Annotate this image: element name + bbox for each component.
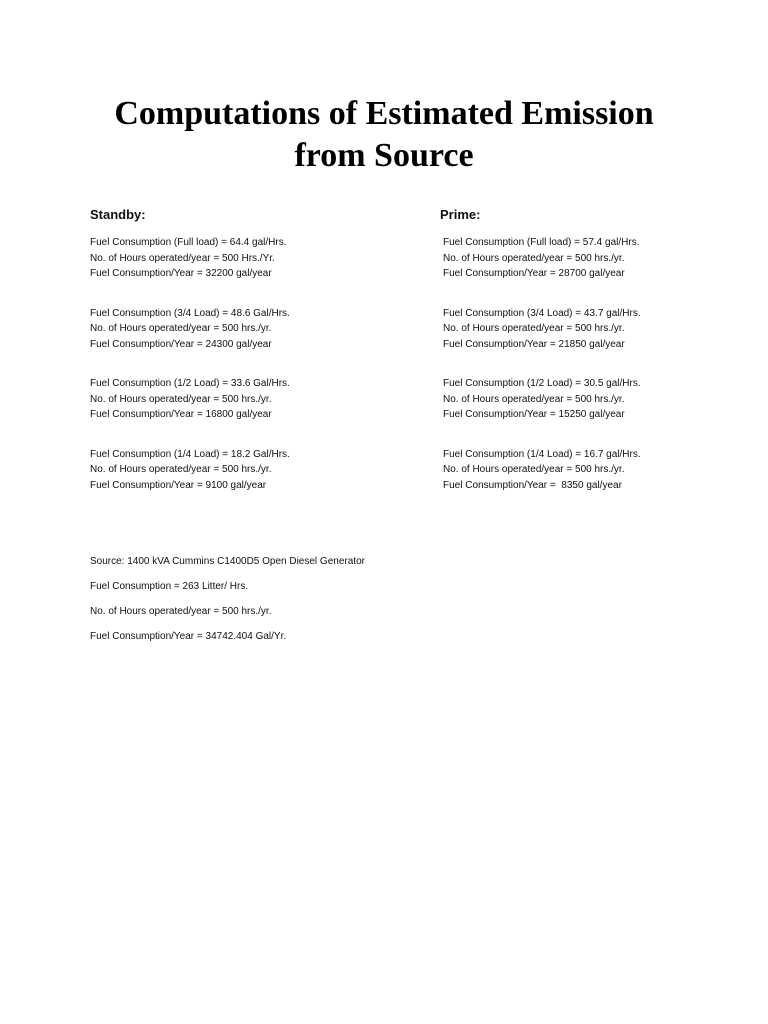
prime-quarter-load-block [440, 447, 740, 494]
standby-half-load-per-year: Fuel Consumption/Year = 16800 gal/year [90, 409, 272, 420]
standby-quarter-load-hours: No. of Hours operated/year = 500 hrs./yr. [90, 464, 272, 475]
standby-half-load-hours: No. of Hours operated/year = 500 hrs./yr. [90, 393, 272, 405]
standby-three-quarter-load-block [90, 306, 410, 353]
prime-three-quarter-load-consumption: Fuel Consumption (3/4 Load) = 43.7 gal/Hrs. [443, 307, 641, 319]
prime-three-quarter-load-per-year: Fuel Consumption/Year = 21850 gal/year [443, 338, 625, 350]
standby-heading: Standby: [90, 207, 146, 222]
prime-half-load-block [440, 376, 740, 423]
prime-quarter-load-hours: No. of Hours operated/year = 500 hrs./yr. [443, 464, 625, 475]
page-title [0, 93, 768, 177]
prime-full-load-consumption: Fuel Consumption (Full load) = 57.4 gal/Hrs. [443, 237, 640, 248]
prime-quarter-load-consumption: Fuel Consumption (1/4 Load) = 16.7 gal/Hrs. [443, 448, 641, 460]
prime-column [440, 207, 740, 493]
prime-full-load-hours: No. of Hours operated/year = 500 hrs./yr. [443, 252, 625, 264]
page-title-line-2: from Source [294, 137, 474, 174]
standby-three-quarter-load-per-year: Fuel Consumption/Year = 24300 gal/year [90, 338, 272, 350]
standby-full-load-block [90, 235, 410, 282]
standby-half-load-consumption: Fuel Consumption (1/2 Load) = 33.6 Gal/Hrs. [90, 378, 290, 389]
standby-full-load-per-year: Fuel Consumption/Year = 32200 gal/year [90, 268, 272, 279]
standby-quarter-load-consumption: Fuel Consumption (1/4 Load) = 18.2 Gal/Hrs. [90, 448, 290, 460]
prime-three-quarter-load-block [440, 306, 740, 353]
prime-half-load-hours: No. of Hours operated/year = 500 hrs./yr. [443, 393, 625, 405]
prime-full-load-per-year: Fuel Consumption/Year = 28700 gal/year [443, 268, 625, 279]
prime-full-load-block [440, 235, 740, 282]
prime-half-load-consumption: Fuel Consumption (1/2 Load) = 30.5 gal/Hrs. [443, 378, 641, 389]
source-name: Source: 1400 kVA Cummins C1400D5 Open Diesel Generator [90, 556, 365, 567]
standby-half-load-block [90, 376, 410, 423]
standby-quarter-load-per-year: Fuel Consumption/Year = 9100 gal/year [90, 479, 267, 491]
page-title-line-1: Computations of Estimated Emission [114, 95, 654, 132]
prime-quarter-load-per-year: Fuel Consumption/Year = 8350 gal/year [443, 479, 622, 491]
source-fuel-per-year: Fuel Consumption/Year = 34742.404 Gal/Yr. [90, 631, 287, 642]
source-section [90, 555, 690, 655]
standby-full-load-hours: No. of Hours operated/year = 500 Hrs./Yr. [90, 252, 275, 264]
prime-heading: Prime: [440, 207, 481, 222]
standby-three-quarter-load-consumption: Fuel Consumption (3/4 Load) = 48.6 Gal/Hrs. [90, 307, 290, 319]
prime-half-load-per-year: Fuel Consumption/Year = 15250 gal/year [443, 409, 625, 420]
prime-three-quarter-load-hours: No. of Hours operated/year = 500 hrs./yr. [443, 323, 625, 334]
standby-full-load-consumption: Fuel Consumption (Full load) = 64.4 gal/Hrs. [90, 237, 287, 248]
standby-quarter-load-block [90, 447, 410, 494]
standby-column [90, 207, 410, 493]
source-fuel-consumption: Fuel Consumption = 263 Litter/ Hrs. [90, 581, 249, 592]
standby-three-quarter-load-hours: No. of Hours operated/year = 500 hrs./yr. [90, 323, 272, 334]
source-hours-operated: No. of Hours operated/year = 500 hrs./yr. [90, 606, 272, 617]
